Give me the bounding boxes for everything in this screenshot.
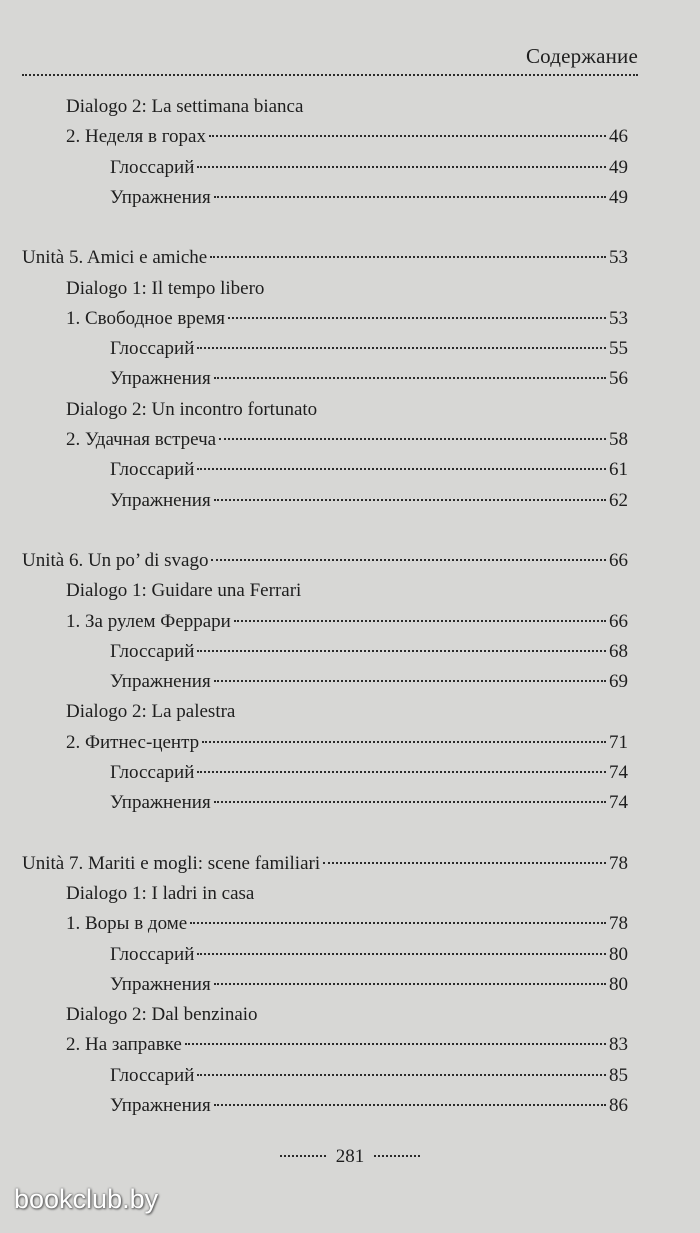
toc-entry-label: Dialogo 2: Dal benzinaio: [66, 1004, 258, 1026]
toc-entry-page: 78: [609, 852, 628, 874]
toc-entry-label: Упражнения: [110, 671, 211, 693]
toc-entry-page: 74: [609, 762, 628, 783]
toc-entry-page: 61: [609, 459, 628, 481]
toc-entry-page: 62: [609, 489, 628, 511]
toc-entry-label: Dialogo 1: Guidare una Ferrari: [66, 580, 302, 602]
dot-leader: [214, 499, 606, 501]
toc-subentry: [110, 667, 628, 697]
toc-entry-page: 80: [609, 943, 628, 965]
dot-leader: [197, 166, 606, 168]
toc-subentry: [110, 788, 628, 818]
toc-entry-page: 80: [609, 973, 628, 995]
toc-entry-page: 74: [609, 792, 628, 814]
dot-leader: [202, 741, 606, 743]
toc-entry-page: 83: [609, 1034, 628, 1056]
toc-entry-label: 1. Свободное время: [66, 307, 226, 329]
dot-leader: [197, 953, 606, 955]
toc-entry-label: Глоссарий: [110, 640, 195, 662]
toc-entry-page: 69: [609, 671, 628, 693]
toc-subentry: [110, 364, 628, 394]
toc-dialog-entry: [66, 1030, 628, 1060]
page-footer: [0, 1146, 700, 1168]
running-header: Содержание: [525, 44, 638, 68]
dot-leader: [197, 347, 606, 349]
toc-entry-label: 2. Неделя в горах: [66, 126, 206, 148]
toc-entry-label: 2. Фитнес-центр: [66, 731, 200, 753]
toc-entry-label: Dialogo 1: Il tempo libero: [66, 277, 265, 299]
toc-entry-page: 56: [609, 368, 628, 390]
toc-dialog-entry: [66, 304, 628, 334]
toc-subentry: [110, 455, 628, 485]
toc-entry-page: 53: [609, 247, 628, 269]
toc-entry-label: Dialogo 2: La palestra: [66, 701, 236, 723]
toc-entry-label: 2. На заправке: [66, 1034, 182, 1056]
footer-dots-right: [374, 1155, 420, 1157]
toc-entry-label: Unità 5. Amici e amiche: [22, 247, 208, 269]
toc-unit-entry: [22, 243, 628, 273]
toc-entry-page: 86: [609, 1095, 628, 1116]
toc-subentry: [110, 637, 628, 667]
toc-entry-label: Dialogo 2: Un incontro fortunato: [66, 398, 318, 420]
toc-subentry: [110, 334, 628, 364]
toc-subentry: [110, 758, 628, 788]
dot-leader: [209, 135, 606, 137]
dot-leader: [214, 196, 606, 198]
toc-entry-label: Unità 7. Mariti e mogli: scene familiari: [22, 852, 321, 874]
toc-entry-label: Упражнения: [110, 186, 211, 208]
toc-entry-label: Dialogo 1: I ladri in casa: [66, 882, 255, 904]
toc-subentry: [110, 1091, 628, 1121]
toc-entry-label: 1. За рулем Феррари: [66, 610, 231, 632]
toc-entry-label: Упражнения: [110, 368, 211, 390]
toc-entry-label: 1. Воры в доме: [66, 913, 188, 935]
toc-entry-label: Глоссарий: [110, 156, 195, 178]
toc-entry-label: Упражнения: [110, 1095, 211, 1116]
toc-unit-entry: [22, 849, 628, 879]
toc-entry-label: Dialogo 2: La settimana bianca: [66, 96, 304, 117]
dot-leader: [219, 438, 606, 440]
dot-leader: [197, 1074, 606, 1076]
toc-dialog-entry: [66, 92, 628, 122]
page-number: 281: [335, 1146, 365, 1167]
toc-dialog-entry: [66, 728, 628, 758]
toc-subentry: [110, 970, 628, 1000]
toc-dialog-entry: [66, 1000, 628, 1030]
toc-entry-label: Глоссарий: [110, 459, 195, 481]
toc-entry-page: 66: [609, 610, 628, 632]
toc-dialog-entry: [66, 274, 628, 304]
toc-entry-label: Unità 6. Un po’ di svago: [22, 549, 209, 571]
toc-unit-entry: [22, 546, 628, 576]
toc-subentry: [110, 940, 628, 970]
toc-entry-page: 66: [609, 549, 628, 571]
toc-entry-page: 71: [609, 731, 628, 753]
toc-entry-page: 68: [609, 640, 628, 662]
toc-dialog-entry: [66, 395, 628, 425]
toc-dialog-entry: [66, 425, 628, 455]
dot-leader: [210, 256, 606, 258]
toc-entry-label: Упражнения: [110, 973, 211, 995]
toc-dialog-entry: [66, 122, 628, 152]
toc-entry-label: 2. Удачная встреча: [66, 429, 217, 450]
dot-leader: [214, 1104, 606, 1106]
dot-leader: [214, 377, 606, 379]
toc-entry-page: 58: [609, 429, 628, 450]
dot-leader: [197, 650, 606, 652]
toc-entry-page: 49: [609, 186, 628, 208]
toc-entry-page: 49: [609, 156, 628, 178]
toc-entry-label: Глоссарий: [110, 762, 195, 783]
dot-leader: [214, 801, 606, 803]
toc-entry-label: Глоссарий: [110, 1064, 195, 1086]
toc-entry-label: Упражнения: [110, 792, 211, 814]
dot-leader: [214, 680, 606, 682]
dot-leader: [228, 317, 606, 319]
toc-dialog-entry: [66, 576, 628, 606]
toc-dialog-entry: [66, 879, 628, 909]
watermark-logo: bookclub.by: [14, 1184, 159, 1214]
toc-subentry: [110, 183, 628, 213]
dot-leader: [214, 983, 606, 985]
header-dotted-rule: [22, 74, 638, 76]
dot-leader: [197, 468, 606, 470]
toc-dialog-entry: [66, 909, 628, 939]
toc-subentry: [110, 486, 628, 516]
toc-dialog-entry: [66, 607, 628, 637]
toc-entry-label: Глоссарий: [110, 943, 195, 965]
toc-entry-page: 85: [609, 1064, 628, 1086]
dot-leader: [185, 1043, 606, 1045]
toc-entry-page: 78: [609, 913, 628, 935]
toc-subentry: [110, 153, 628, 183]
dot-leader: [211, 559, 606, 561]
toc-entry-page: 55: [609, 338, 628, 360]
toc-entry-page: 46: [609, 126, 628, 148]
toc-entry-label: Глоссарий: [110, 338, 195, 360]
toc-entry-page: 53: [609, 307, 628, 329]
footer-dots-left: [280, 1155, 326, 1157]
dot-leader: [197, 771, 606, 773]
dot-leader: [190, 922, 606, 924]
toc-dialog-entry: [66, 697, 628, 727]
dot-leader: [323, 862, 606, 864]
toc-entry-label: Упражнения: [110, 489, 211, 511]
dot-leader: [234, 620, 606, 622]
toc-subentry: [110, 1061, 628, 1091]
